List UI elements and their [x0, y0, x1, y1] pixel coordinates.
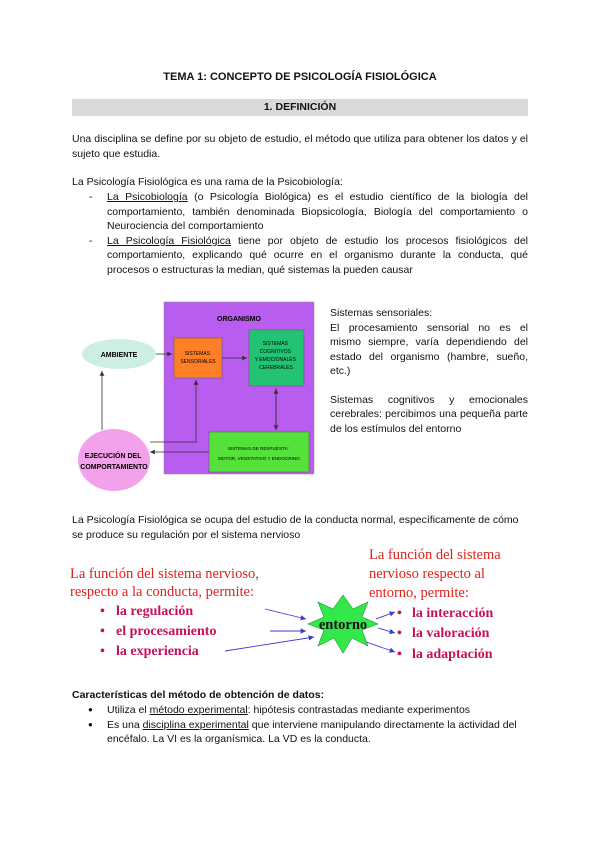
ejecucion-label: EJECUCIÓN DEL COMPORTAMIENTO [80, 453, 148, 471]
arrow-valoracion [378, 628, 395, 633]
entorno-label: entorno [318, 617, 368, 633]
rama-list [72, 190, 528, 277]
rama-item-text: tiene por objeto de estudio los procesos fisiológicos del comportamiento, explicando qué ocurre en el organismo durante la conducta, qué procesos o estructuras la median, qué sistemas la pueden causar [107, 234, 528, 276]
rama-item-term: La Psicología Fisiológica [107, 234, 231, 247]
rama-item [72, 190, 528, 234]
right-items: • la interacción • la valoración • la adaptación [397, 606, 494, 662]
sistema-nervioso-diagram [60, 542, 540, 678]
cognitivos-text: Sistemas cognitivos y emocionales cerebrales: percibimos una pequeña parte de los estímulos del entorno [330, 393, 528, 435]
right-heading: La función del sistema nervioso respecto al entorno, permite: [369, 547, 501, 601]
sensoriales-box [174, 338, 222, 378]
respuesta-box [209, 432, 309, 472]
cognitivos-label: SISTEMAS COGNITIVOS Y EMOCIONALES CEREBRALES [254, 341, 296, 371]
organismo-label: ORGANISMO [217, 316, 261, 323]
left-items: • la regulación • el procesamiento • la experiencia [100, 604, 217, 659]
sensoriales-label: SISTEMAS SENSORIALES [180, 351, 216, 365]
ambiente-label: AMBIENTE [100, 352, 138, 359]
section-heading: 1. DEFINICIÓN [72, 99, 528, 116]
caracteristicas-title: Características del método de obtención de datos: [72, 689, 325, 701]
arrow-experiencia [225, 637, 314, 651]
ejecucion-ellipse [78, 429, 150, 491]
sensoriales-text-block [330, 306, 528, 436]
caracteristicas-list [72, 703, 528, 747]
arrow-interaccion [376, 612, 395, 619]
arrow-adaptacion [366, 642, 395, 652]
left-heading: La función del sistema nervioso, respecto a la conducta, permite: [70, 566, 259, 600]
rama-item [72, 234, 528, 278]
caracteristicas-item: ● Utiliza el método experimental: hipótesis contrastadas mediante experimentos [72, 703, 528, 718]
sensoriales-title: Sistemas sensoriales: [330, 307, 433, 319]
conducta-paragraph: La Psicología Fisiológica se ocupa del estudio de la conducta normal, específicamente de cómo se produce su regulación por el sistema nervioso [72, 514, 519, 541]
rama-item-text: (o Psicología Biológica) es el estudio científico de la biología del comportamiento, también denominada Biopsicología, Biología del comportamiento o Neurociencia del comportamiento [107, 191, 528, 232]
rama-item-term: La Psicobiología [107, 191, 188, 203]
page-title: TEMA 1: CONCEPTO DE PSICOLOGÍA FISIOLÓGICA [163, 71, 437, 83]
organismo-diagram [72, 300, 322, 500]
sensoriales-body: El procesamiento sensorial no es el mismo siempre, varía dependiendo del estado del organismo (hambre, sueño, etc.) [330, 321, 528, 377]
caracteristicas-item: ● Es una disciplina experimental que interviene manipulando directamente la actividad del encéfalo. La VI es la organísmica. La VD es la conducta. [72, 718, 528, 747]
caracteristicas-term: método experimental [149, 704, 248, 716]
rama-intro: La Psicología Fisiológica es una rama de la Psicobiología: [72, 176, 343, 188]
respuesta-label: SISTEMAS DE RESPUESTA: MOTOR, VEGETATIVO Y ENDOCRINO [218, 446, 300, 461]
intro-paragraph: Una disciplina se define por su objeto de estudio, el método que utiliza para obtener los datos y el sujeto que estudia. [72, 133, 528, 160]
caracteristicas-term: disciplina experimental [142, 718, 249, 731]
arrow-regulacion [265, 609, 306, 619]
